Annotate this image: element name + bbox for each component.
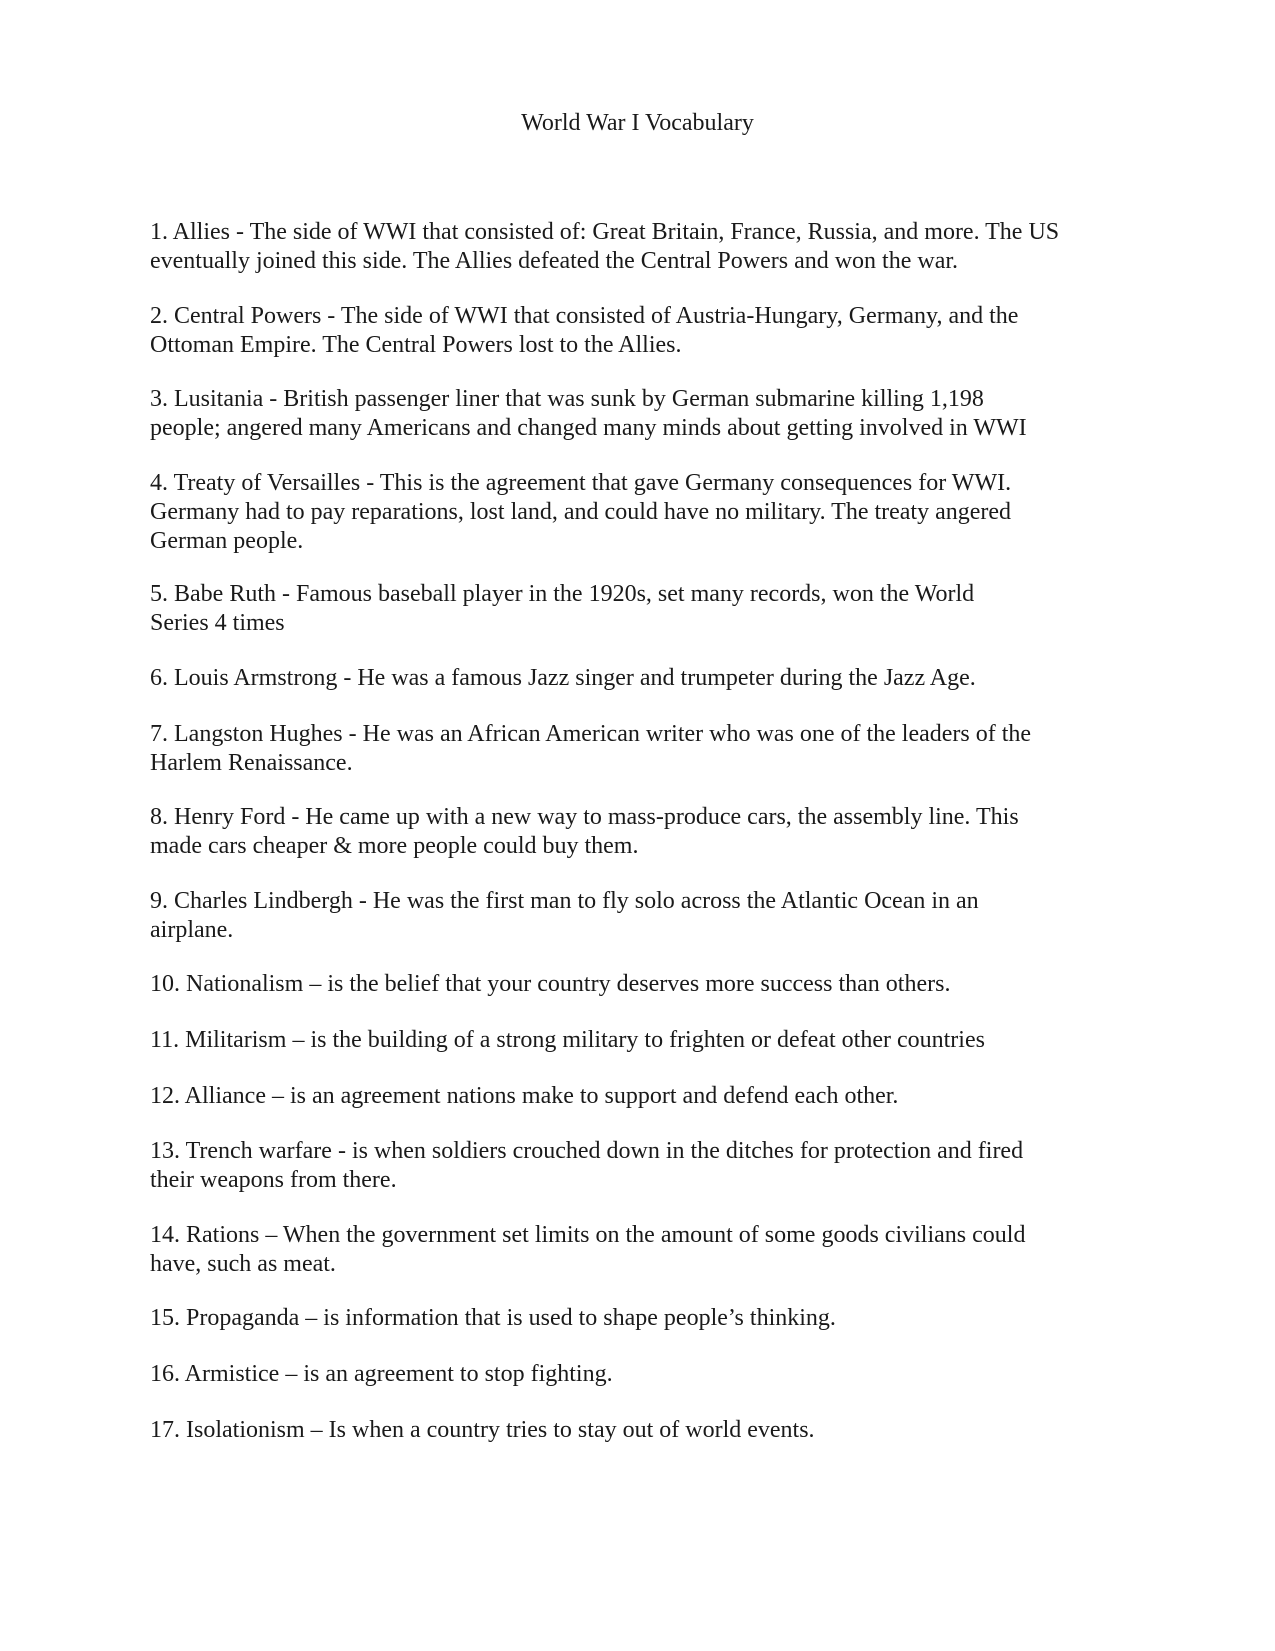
vocab-entry-lusitania: 3. Lusitania - British passenger liner that was sunk by German submarine killing 1,198 people; angered many Americans and changed many minds about getting involved in WWI [150, 386, 1027, 441]
vocab-entry-militarism: 11. Militarism – is the building of a strong military to frighten or defeat other countries [150, 1027, 985, 1053]
page-title: World War I Vocabulary [521, 110, 754, 136]
vocab-entry-alliance: 12. Alliance – is an agreement nations make to support and defend each other. [150, 1083, 899, 1109]
vocab-entry-babe-ruth: 5. Babe Ruth - Famous baseball player in the 1920s, set many records, won the World Series 4 times [150, 581, 975, 636]
vocab-entry-henry-ford: 8. Henry Ford - He came up with a new way to mass-produce cars, the assembly line. This made cars cheaper & more people could buy them. [150, 804, 1019, 859]
vocab-entry-isolationism: 17. Isolationism – Is when a country tries to stay out of world events. [150, 1417, 815, 1443]
vocab-entry-rations: 14. Rations – When the government set limits on the amount of some goods civilians could have, such as meat. [150, 1222, 1026, 1277]
vocab-entry-armistice: 16. Armistice – is an agreement to stop fighting. [150, 1361, 613, 1387]
vocab-entry-propaganda: 15. Propaganda – is information that is used to shape people’s thinking. [150, 1305, 836, 1331]
vocab-entry-langston-hughes: 7. Langston Hughes - He was an African American writer who was one of the leaders of the Harlem Renaissance. [150, 721, 1032, 776]
vocab-entry-trench-warfare: 13. Trench warfare - is when soldiers crouched down in the ditches for protection and fired their weapons from there. [150, 1138, 1024, 1193]
vocab-entry-charles-lindbergh: 9. Charles Lindbergh - He was the first man to fly solo across the Atlantic Ocean in an airplane. [150, 888, 979, 943]
vocab-entry-treaty-of-versailles: 4. Treaty of Versailles - This is the agreement that gave Germany consequences for WWI. Germany had to pay reparations, lost land, and could have no military. The treaty angered German people. [150, 470, 1012, 554]
vocab-entry-louis-armstrong: 6. Louis Armstrong - He was a famous Jazz singer and trumpeter during the Jazz Age. [150, 665, 976, 691]
vocab-entry-central-powers: 2. Central Powers - The side of WWI that consisted of Austria-Hungary, Germany, and the Ottoman Empire. The Central Powers lost to the Allies. [150, 303, 1019, 358]
vocab-entry-allies: 1. Allies - The side of WWI that consisted of: Great Britain, France, Russia, and more. The US eventually joined this side. The Allies defeated the Central Powers and won the war. [150, 219, 1060, 274]
vocab-entry-nationalism: 10. Nationalism – is the belief that your country deserves more success than others. [150, 971, 951, 997]
